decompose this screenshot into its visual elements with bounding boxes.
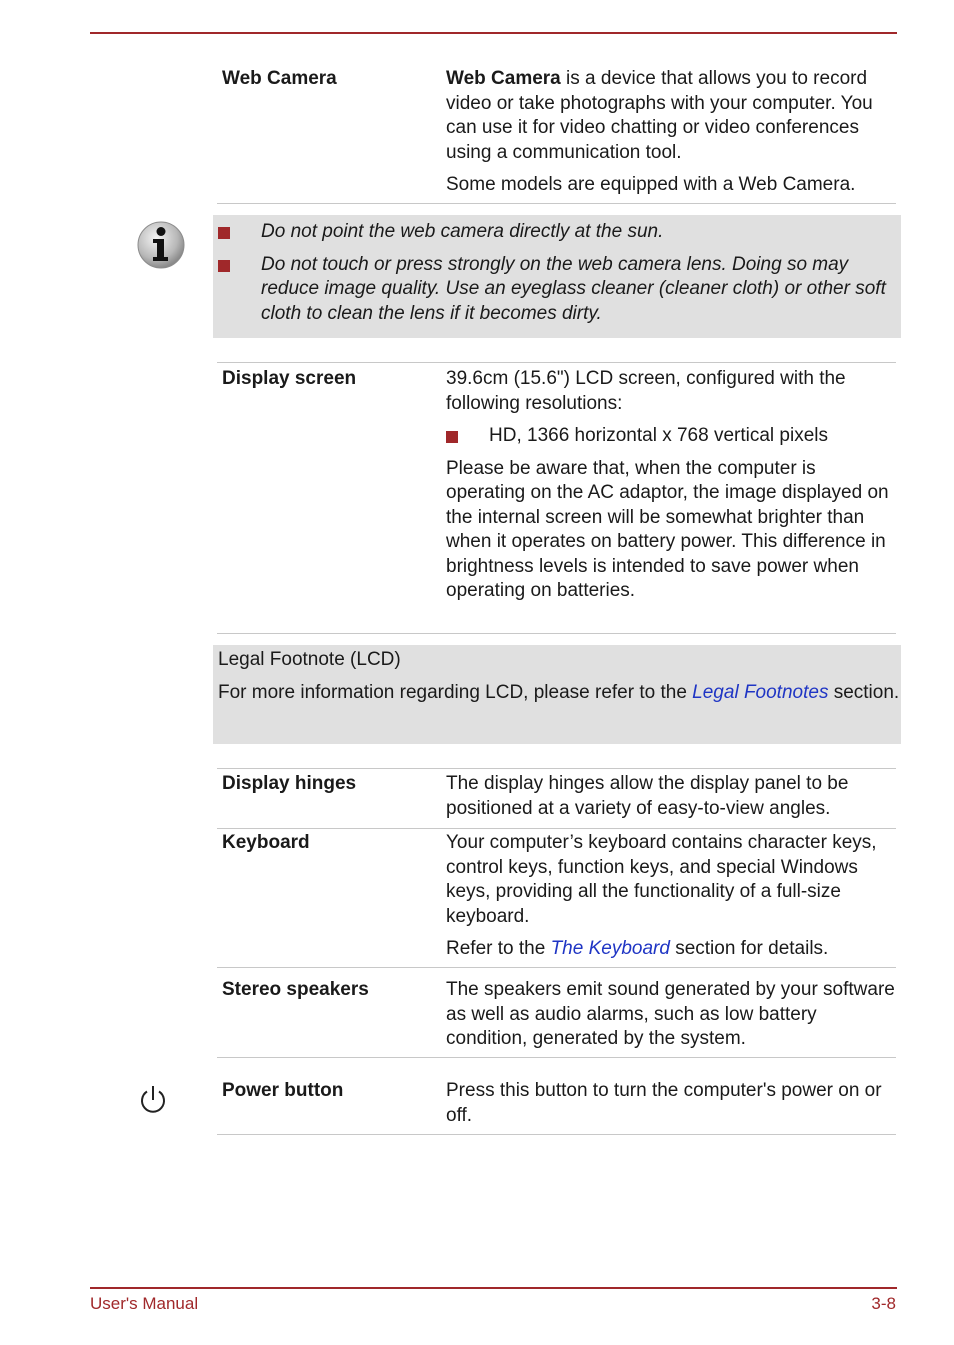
legal-footnote-title: Legal Footnote (LCD) <box>218 649 401 670</box>
resolution-text: HD, 1366 horizontal x 768 vertical pixels <box>489 425 829 446</box>
keyboard-text-after: section for details. <box>669 938 829 959</box>
row-divider <box>217 967 896 968</box>
keyboard-text-before: Refer to the <box>446 938 551 959</box>
term-display-screen: Display screen <box>222 368 357 389</box>
desc-web-camera-text: is a device that allows you to record video or take photographs with your computer. You can use it for video chatting or video conferences using a communication tool. <box>446 68 873 163</box>
legal-text-before: For more information regarding LCD, please refer to the <box>218 681 693 703</box>
legal-text-after: section. <box>828 681 900 703</box>
desc-web-camera-p1 <box>446 67 896 165</box>
desc-keyboard-p2 <box>446 937 896 962</box>
bullet-square-icon <box>446 431 458 443</box>
desc-keyboard <box>446 831 896 970</box>
row-divider <box>217 633 896 634</box>
term-stereo-speakers: Stereo speakers <box>222 979 369 1000</box>
desc-display-p2: Please be aware that, when the computer is operating on the AC adaptor, the image displayed on the internal screen will be somewhat brighter than when it operates on battery power. This difference in brightness levels is intended to save power when operating on batteries. <box>446 457 889 601</box>
row-divider <box>217 1134 896 1135</box>
desc-web-camera-bold: Web Camera <box>446 68 561 89</box>
footer-rule <box>90 1287 897 1289</box>
desc-power-button: Press this button to turn the computer's power on or off. <box>446 1080 882 1126</box>
desc-web-camera <box>446 67 896 206</box>
footer-page-number: 3-8 <box>871 1294 896 1313</box>
info-icon <box>136 220 186 270</box>
resolution-item <box>446 424 896 449</box>
note-item <box>213 253 901 327</box>
row-divider <box>217 362 896 363</box>
row-divider <box>217 768 896 769</box>
term-power-button: Power button <box>222 1080 344 1101</box>
desc-keyboard-p1: Your computer’s keyboard contains character keys, control keys, function keys, and special Windows keys, providing all the functionality of a full-size keyboard. <box>446 832 877 927</box>
term-web-camera: Web Camera <box>222 68 337 89</box>
row-divider <box>217 1057 896 1058</box>
legal-footnote-text <box>218 681 901 706</box>
desc-stereo-speakers: The speakers emit sound generated by your software as well as audio alarms, such as low battery condition, generated by the system. <box>446 979 895 1049</box>
row-divider <box>217 828 896 829</box>
note-box-webcam <box>213 215 901 338</box>
term-keyboard: Keyboard <box>222 832 310 853</box>
legal-footnotes-link[interactable]: Legal Footnotes <box>692 681 829 703</box>
header-rule <box>90 32 897 34</box>
desc-web-camera-p2: Some models are equipped with a Web Camera. <box>446 174 856 195</box>
footer-manual-title: User's Manual <box>90 1294 199 1313</box>
the-keyboard-link[interactable]: The Keyboard <box>550 938 670 959</box>
bullet-square-icon <box>218 260 230 272</box>
row-divider <box>217 203 896 204</box>
desc-display-screen <box>446 367 896 612</box>
desc-display-p1: 39.6cm (15.6") LCD screen, configured with the following resolutions: <box>446 368 846 414</box>
desc-display-hinges: The display hinges allow the display panel to be positioned at a variety of easy-to-view angles. <box>446 773 849 819</box>
power-icon <box>138 1084 168 1116</box>
note-item-text: Do not touch or press strongly on the web camera lens. Doing so may reduce image quality. Use an eyeglass cleaner (cleaner cloth) or other soft cloth to clean the lens if it becomes dirty. <box>261 253 886 324</box>
note-item-text: Do not point the web camera directly at the sun. <box>261 221 664 242</box>
bullet-square-icon <box>218 227 230 239</box>
note-box-legal <box>213 645 901 744</box>
note-item <box>213 220 901 245</box>
term-display-hinges: Display hinges <box>222 773 357 794</box>
